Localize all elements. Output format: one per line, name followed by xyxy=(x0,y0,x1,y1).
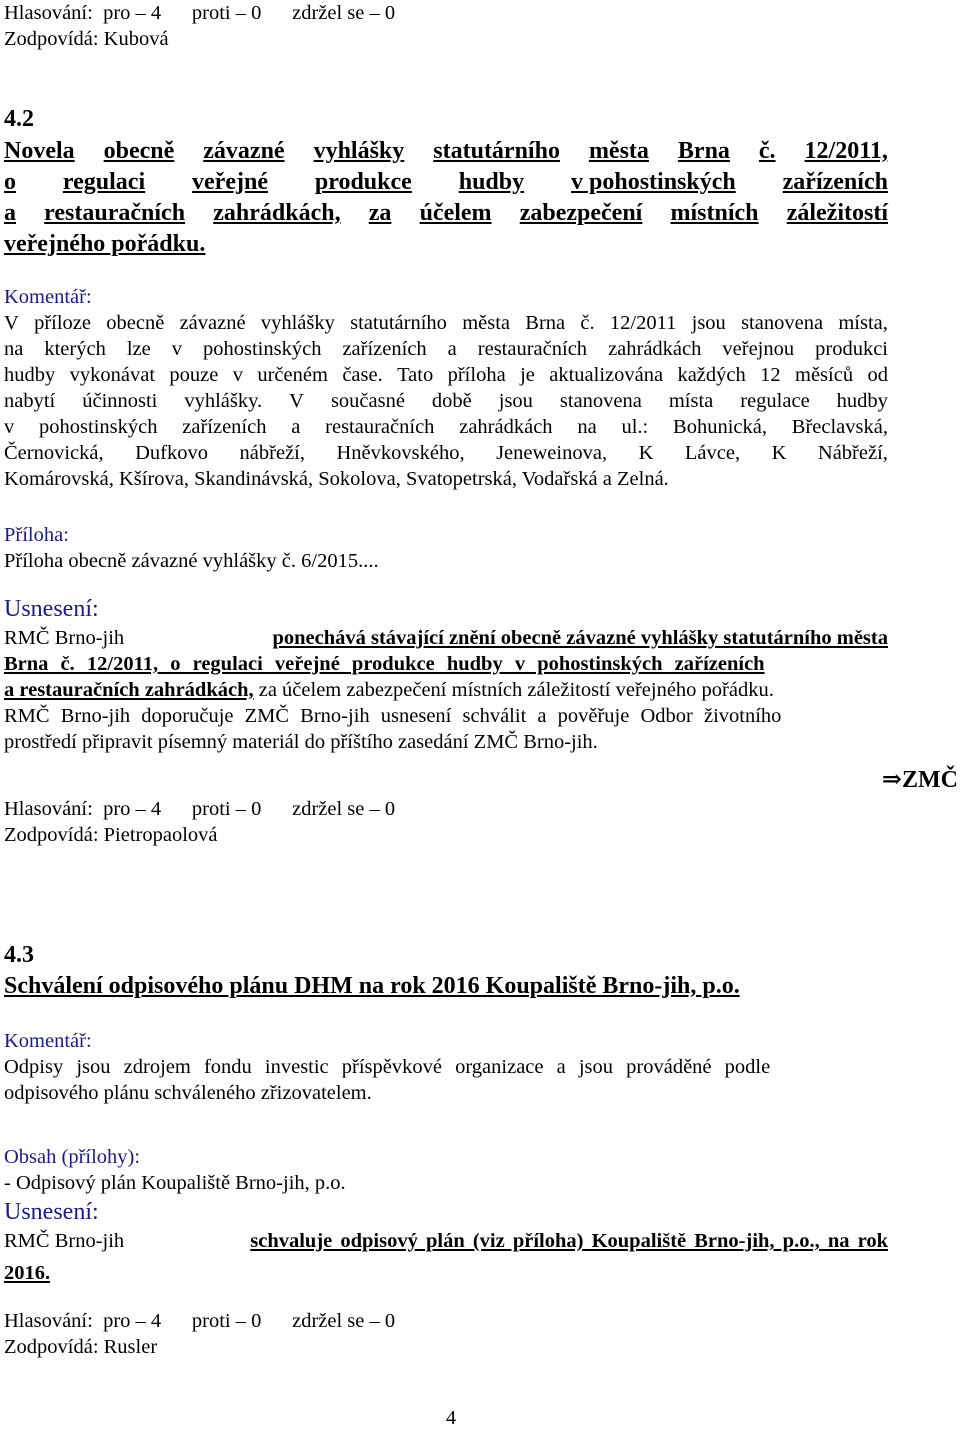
comment-word: každých xyxy=(677,364,746,386)
comment-line xyxy=(4,414,888,440)
comment-word: příloha xyxy=(447,364,506,386)
comment-word: produkci xyxy=(815,338,888,360)
zmc-referral: ⇒ZMČ xyxy=(881,767,958,793)
comment-text: odpisového plánu schváleného zřizovatelem. xyxy=(4,1082,372,1104)
title-word: statutárního xyxy=(433,138,560,164)
title-word: Novela xyxy=(4,138,75,164)
responsible-line: Zodpovídá: Kubová xyxy=(4,28,169,50)
title-word: zahrádkách, xyxy=(213,200,341,226)
comment-word: pohostinských xyxy=(39,416,158,438)
title-word: 12/2011, xyxy=(804,138,888,164)
top-vote-block xyxy=(4,0,888,52)
vote-block xyxy=(4,796,888,848)
title-line xyxy=(4,167,888,198)
resolution-line: prostředí připravit písemný materiál do příštího zasedání ZMČ Brno-jih. xyxy=(4,731,598,753)
comment-word: zařízeních xyxy=(342,338,427,360)
resolution-decision-cont: a restauračních zahrádkách, xyxy=(4,679,254,701)
comment-word: veřejnou xyxy=(722,338,795,360)
comment-word: stanovena xyxy=(741,312,824,334)
responsible-line: Zodpovídá: Rusler xyxy=(4,1336,158,1358)
attachment-block xyxy=(4,522,888,574)
comment-word: příloze xyxy=(34,312,91,334)
comment-word: lze xyxy=(126,338,151,360)
comment-word: statutárního xyxy=(350,312,447,334)
comment-word: na xyxy=(577,416,597,438)
comment-word: Hněvkovského, xyxy=(336,442,465,464)
comment-word: je xyxy=(520,364,535,386)
title-line xyxy=(4,136,888,167)
resolution-line xyxy=(4,625,888,651)
comment-word: stanovena xyxy=(559,390,642,412)
comment-word: Nábřeží, xyxy=(817,442,888,464)
comment-word: K xyxy=(771,442,787,464)
comment-text xyxy=(4,310,888,466)
resolution-decision: schvaluje odpisový plán (viz příloha) Koupaliště Brno-jih, p.o., na rok xyxy=(250,1230,888,1252)
resolution-label: Usnesení: xyxy=(4,1199,99,1225)
comment-word: města xyxy=(462,312,511,334)
item-title: Schválení odpisového plánu DHM na rok 2016 Koupaliště Brno-jih, p.o. xyxy=(4,973,740,999)
comment-block xyxy=(4,1028,888,1106)
responsible-line: Zodpovídá: Pietropaolová xyxy=(4,824,218,846)
comment-word: kterých xyxy=(44,338,106,360)
resolution-block xyxy=(4,593,888,755)
comment-word: Dufkovo xyxy=(135,442,209,464)
comment-word: a xyxy=(447,338,457,360)
comment-label: Komentář: xyxy=(4,1030,92,1052)
comment-word: restauračních xyxy=(325,416,435,438)
title-word: v pohostinských xyxy=(571,169,736,195)
comment-word: měsíců xyxy=(795,364,854,386)
resolution-plain: za účelem zabezpečení místních záležitostí veřejného pořádku. xyxy=(253,679,774,701)
comment-word: čase. xyxy=(342,364,383,386)
attachment-text: Příloha obecně závazné vyhlášky č. 6/2015.... xyxy=(4,550,379,572)
comment-word: místa, xyxy=(838,312,888,334)
comment-word: č. xyxy=(580,312,595,334)
comment-word: zařízeních xyxy=(182,416,267,438)
title-word: zabezpečení xyxy=(519,200,643,226)
comment-word: restauračních xyxy=(477,338,588,360)
comment-word: vyhlášky xyxy=(260,312,335,334)
comment-word: určeném xyxy=(257,364,328,386)
page-number: 4 xyxy=(445,1407,457,1429)
title-word: vyhlášky xyxy=(313,138,405,164)
comment-word: aktualizována xyxy=(549,364,664,386)
comment-word: nábřeží, xyxy=(239,442,305,464)
title-word: Brna xyxy=(677,138,730,164)
resolution-plain: RMČ Brno-jih xyxy=(4,1230,130,1252)
vote-line: Hlasování: pro – 4 proti – 0 zdržel se – 0 xyxy=(4,1310,396,1332)
comment-word: hudby xyxy=(4,364,56,386)
title-word: o xyxy=(4,169,16,195)
comment-line xyxy=(4,310,888,336)
comment-word: současné xyxy=(330,390,405,412)
comment-word: místa xyxy=(668,390,714,412)
comment-line xyxy=(4,388,888,414)
comment-word: a xyxy=(291,416,301,438)
item-4-2 xyxy=(4,104,888,135)
title-word: účelem xyxy=(419,200,492,226)
comment-word: Brna xyxy=(525,312,566,334)
comment-word: pohostinských xyxy=(203,338,322,360)
comment-word: v xyxy=(4,416,15,438)
title-word: produkce xyxy=(314,169,412,195)
title-line xyxy=(4,198,888,229)
comment-word: na xyxy=(4,338,24,360)
comment-word: Lávce, xyxy=(684,442,741,464)
comment-word: pouze xyxy=(169,364,219,386)
resolution-decision-cont: Brna č. 12/2011, o regulaci veřejné produkce hudby v pohostinských zařízeních xyxy=(4,653,765,675)
vote-line: Hlasování: pro – 4 proti – 0 zdržel se – 0 xyxy=(4,798,396,820)
comment-word: 12 xyxy=(760,364,781,386)
resolution-decision: ponechává stávající znění obecně závazné vyhlášky statutárního města xyxy=(272,627,888,649)
title-word: za xyxy=(368,200,392,226)
attachment-label: Příloha: xyxy=(4,524,69,546)
comment-word: 12/2011 xyxy=(609,312,677,334)
comment-line xyxy=(4,362,888,388)
comment-block xyxy=(4,284,888,492)
comment-last-line: Komárovská, Kšírova, Skandinávská, Sokolova, Svatopetrská, Vodařská a Zelná. xyxy=(4,468,669,490)
comment-word: jsou xyxy=(691,312,726,334)
comment-word: Tato xyxy=(397,364,434,386)
comment-word: závazné xyxy=(179,312,246,334)
title-word: zařízeních xyxy=(782,169,888,195)
resolution-decision-cont: 2016. xyxy=(4,1262,51,1284)
comment-word: vyhlášky. xyxy=(184,390,263,412)
title-word: města xyxy=(588,138,649,164)
title-word: č. xyxy=(758,138,776,164)
comment-label: Komentář: xyxy=(4,286,92,308)
comment-word: K xyxy=(638,442,654,464)
item-4-3 xyxy=(4,940,888,1002)
comment-word: Černovická, xyxy=(4,442,104,464)
resolution-plain: RMČ Brno-jih xyxy=(4,627,130,649)
comment-word: zahrádkách xyxy=(608,338,702,360)
contents-label: Obsah (přílohy): xyxy=(4,1146,141,1168)
resolution-label: Usnesení: xyxy=(4,596,99,622)
comment-word: v xyxy=(171,338,182,360)
title-word: obecně xyxy=(103,138,175,164)
contents-block xyxy=(4,1144,888,1196)
title-line xyxy=(4,229,888,260)
comment-word: jsou xyxy=(498,390,533,412)
title-word: místních xyxy=(670,200,759,226)
comment-word: V xyxy=(4,312,19,334)
comment-line xyxy=(4,336,888,362)
title-word: veřejné xyxy=(192,169,268,195)
comment-word: Bohunická, xyxy=(673,416,767,438)
comment-word: regulace xyxy=(740,390,810,412)
item-title xyxy=(4,136,888,260)
comment-word: V xyxy=(289,390,304,412)
comment-word: od xyxy=(867,364,888,386)
comment-word: Jeneweinova, xyxy=(496,442,608,464)
item-number: 4.2 xyxy=(4,106,34,132)
comment-word: Břeclavská, xyxy=(791,416,888,438)
comment-word: ul.: xyxy=(621,416,649,438)
title-word: veřejného pořádku. xyxy=(4,231,206,257)
comment-word: nabytí xyxy=(4,390,56,412)
vote-block xyxy=(4,1308,888,1360)
title-word: a xyxy=(4,200,16,226)
title-word: regulaci xyxy=(62,169,146,195)
comment-word: zahrádkách xyxy=(459,416,553,438)
title-word: závazné xyxy=(203,138,285,164)
resolution-line xyxy=(4,1228,888,1254)
title-word: hudby xyxy=(458,169,525,195)
resolution-block xyxy=(4,1196,888,1286)
title-word: záležitostí xyxy=(786,200,888,226)
item-number: 4.3 xyxy=(4,942,34,968)
resolution-line: RMČ Brno-jih doporučuje ZMČ Brno-jih usnesení schválit a pověřuje Odbor životního xyxy=(4,705,782,727)
comment-word: hudby xyxy=(836,390,888,412)
comment-line xyxy=(4,440,888,466)
title-word: restauračních xyxy=(44,200,186,226)
comment-word: v xyxy=(232,364,243,386)
comment-text: Odpisy jsou zdrojem fondu investic příspěvkové organizace a jsou prováděné podle xyxy=(4,1056,771,1078)
resolution-line xyxy=(4,677,888,703)
comment-word: době xyxy=(431,390,472,412)
vote-line: Hlasování: pro – 4 proti – 0 zdržel se – 0 xyxy=(4,2,396,24)
contents-item: - Odpisový plán Koupaliště Brno-jih, p.o. xyxy=(4,1172,346,1194)
comment-word: účinnosti xyxy=(82,390,158,412)
comment-word: obecně xyxy=(106,312,165,334)
comment-word: vykonávat xyxy=(69,364,156,386)
